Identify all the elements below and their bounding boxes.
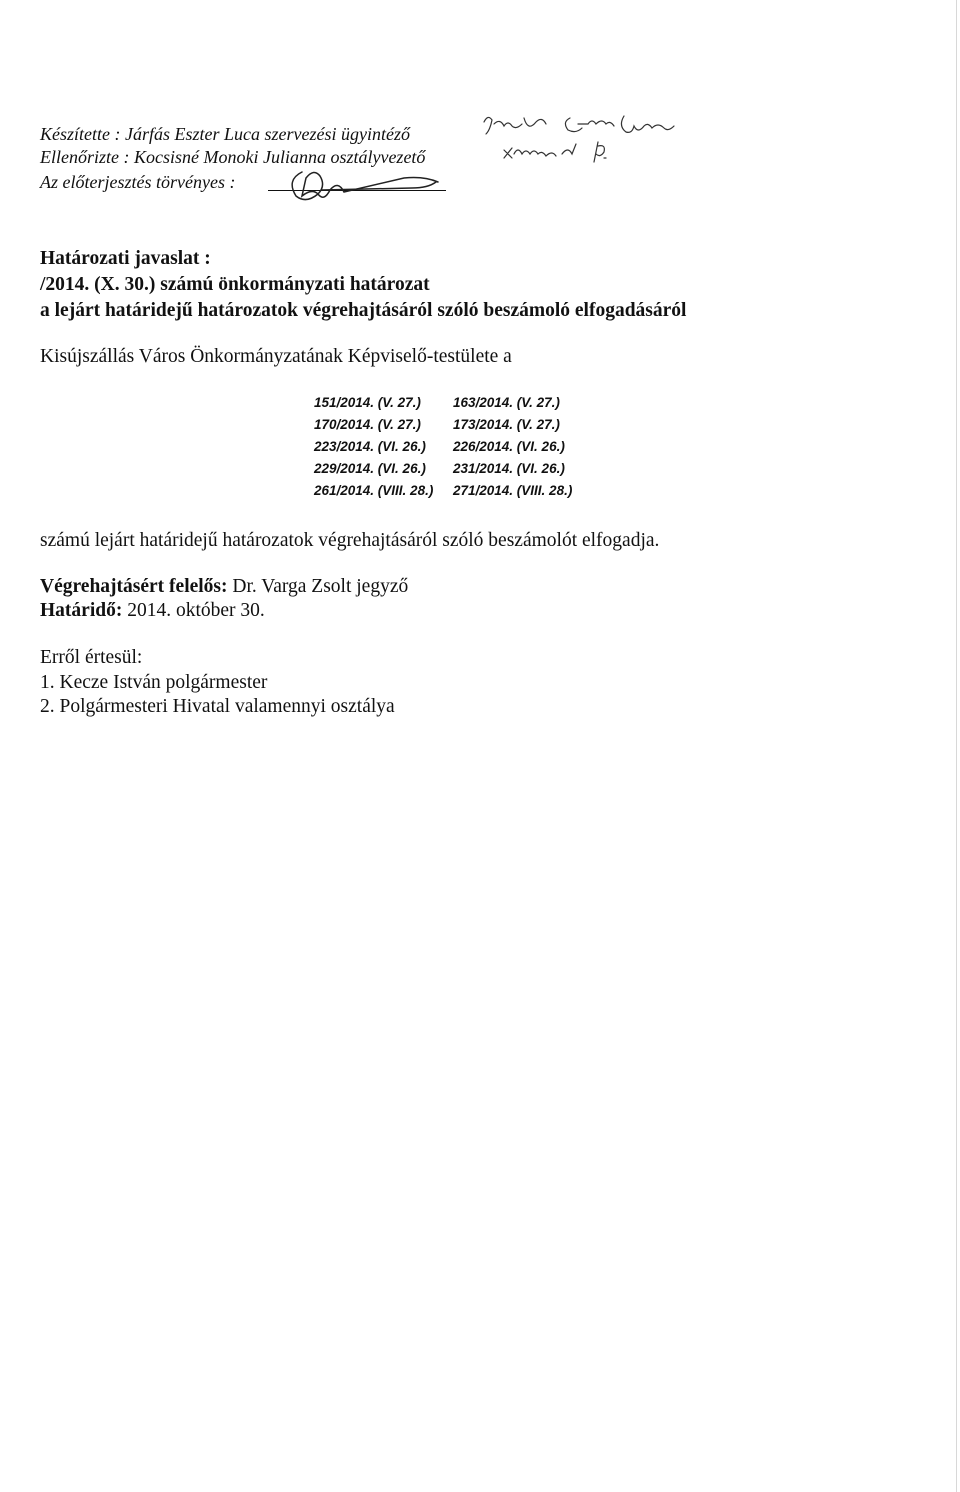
notify-heading: Erről értesül: <box>40 647 143 668</box>
deadline-label: Határidő: <box>40 600 123 621</box>
resolution-number-line: /2014. (X. 30.) számú önkormányzati határozat <box>40 274 430 295</box>
checked-value: Kocsisné Monoki Julianna osztályvezető <box>133 147 426 167</box>
resolution-item: 151/2014. (V. 27.) <box>314 395 421 410</box>
body-outro: számú lejárt határidejű határozatok végrehajtásáról szóló beszámolót elfogadja. <box>40 530 660 551</box>
prepared-line <box>40 124 410 145</box>
resolution-item: 231/2014. (VI. 26.) <box>453 461 565 476</box>
resolution-item: 223/2014. (VI. 26.) <box>314 439 426 454</box>
signature-checked <box>500 136 630 166</box>
deadline-value: 2014. október 30. <box>127 600 265 621</box>
resolution-item: 229/2014. (VI. 26.) <box>314 461 426 476</box>
body-intro: Kisújszállás Város Önkormányzatának Képviselő-testülete a <box>40 346 512 367</box>
responsible-label: Végrehajtásért felelős: <box>40 576 228 597</box>
prepared-label: Készítette : <box>40 124 121 144</box>
resolution-item: 271/2014. (VIII. 28.) <box>453 483 573 498</box>
notify-item: 2. Polgármesteri Hivatal valamennyi osztálya <box>40 696 395 717</box>
notify-item: 1. Kecze István polgármester <box>40 672 268 693</box>
responsible-line <box>40 576 408 598</box>
checked-label: Ellenőrizte : <box>40 147 130 167</box>
resolution-item: 170/2014. (V. 27.) <box>314 417 421 432</box>
legal-underline <box>268 190 446 191</box>
checked-line <box>40 147 425 168</box>
resolution-item: 261/2014. (VIII. 28.) <box>314 483 434 498</box>
resolution-item: 163/2014. (V. 27.) <box>453 395 560 410</box>
signature-prepared <box>478 108 688 142</box>
deadline-line <box>40 600 265 622</box>
legal-line <box>40 172 235 193</box>
resolution-subject: a lejárt határidejű határozatok végrehajtásáról szóló beszámoló elfogadásáról <box>40 300 687 321</box>
scan-edge-line <box>956 0 957 1492</box>
resolution-item: 173/2014. (V. 27.) <box>453 417 560 432</box>
responsible-value: Dr. Varga Zsolt jegyző <box>232 576 409 597</box>
legal-label: Az előterjesztés törvényes : <box>40 172 236 192</box>
prepared-value: Járfás Eszter Luca szervezési ügyintéző <box>124 124 410 144</box>
resolution-item: 226/2014. (VI. 26.) <box>453 439 565 454</box>
proposal-heading: Határozati javaslat : <box>40 248 211 269</box>
